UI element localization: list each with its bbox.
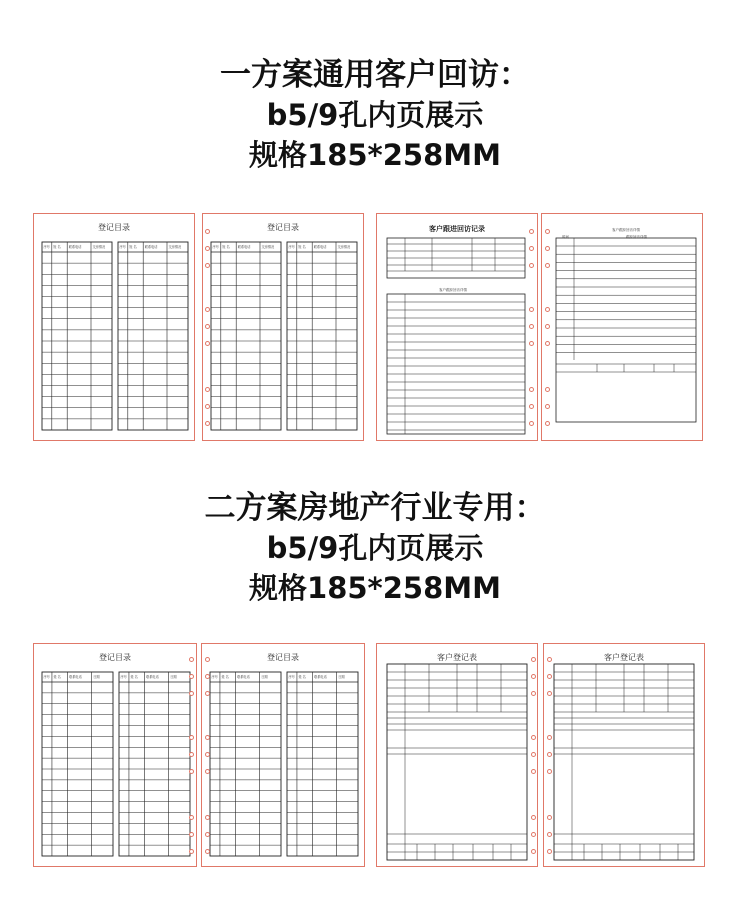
binding-hole-icon — [547, 849, 552, 854]
section1-line-2: b5/9孔内页展示 — [266, 98, 484, 132]
guest-register-page-1 — [376, 643, 538, 867]
binding-hole-icon — [531, 832, 536, 837]
column-header: 日期 — [170, 675, 177, 679]
column-header: 联系电话 — [146, 675, 159, 679]
column-header: 序号 — [120, 675, 127, 679]
form-box — [287, 672, 358, 856]
register-table-grid — [34, 214, 196, 442]
column-header: 序号 — [119, 245, 126, 249]
register-page-title: 登记目录 — [98, 223, 130, 232]
column-header: 姓 名 — [129, 245, 137, 249]
column-header: 交房情况 — [92, 245, 106, 249]
binding-hole-icon — [531, 735, 536, 740]
register-page-title: 登记目录 — [267, 653, 299, 662]
binding-hole-icon — [545, 229, 550, 234]
binding-hole-icon — [205, 815, 210, 820]
binding-hole-icon — [529, 324, 534, 329]
column-header: 联系电话 — [237, 245, 251, 249]
form-box — [42, 672, 113, 856]
guest-register-title: 客户登记表 — [604, 653, 644, 662]
binding-hole-icon — [205, 341, 210, 346]
followup-page-2 — [541, 213, 703, 441]
column-header: 姓 名 — [298, 675, 306, 679]
binding-hole-icon — [547, 752, 552, 757]
binding-hole-icon — [545, 307, 550, 312]
followup-form-lines — [542, 214, 704, 442]
binding-hole-icon — [547, 735, 552, 740]
binding-hole-icon — [189, 849, 194, 854]
guest-register-page-2 — [543, 643, 705, 867]
binding-hole-icon — [205, 769, 210, 774]
section2-line-3: 规格185*258MM — [249, 571, 501, 605]
section1-line-1: 一方案通用客户回访： — [220, 57, 530, 93]
column-header: 姓 名 — [221, 675, 229, 679]
column-header: 姓 名 — [298, 245, 306, 249]
followup-col-time: 时间 — [562, 235, 569, 239]
column-header: 序号 — [288, 245, 295, 249]
column-header: 姓 名 — [53, 245, 61, 249]
binding-hole-icon — [189, 769, 194, 774]
column-header: 序号 — [288, 675, 295, 679]
binding-hole-icon — [205, 246, 210, 251]
form-box — [287, 242, 357, 430]
register-page-2 — [202, 213, 364, 441]
column-header: 序号 — [211, 675, 218, 679]
binding-hole-icon — [545, 404, 550, 409]
form-box — [387, 294, 525, 434]
column-header: 日期 — [338, 675, 345, 679]
binding-hole-icon — [205, 674, 210, 679]
binding-hole-icon — [529, 341, 534, 346]
register-page-4 — [201, 643, 365, 867]
binding-hole-icon — [545, 341, 550, 346]
binding-hole-icon — [547, 815, 552, 820]
followup-form-lines — [377, 214, 539, 442]
binding-hole-icon — [547, 657, 552, 662]
form-box — [210, 672, 281, 856]
binding-hole-icon — [205, 735, 210, 740]
binding-hole-icon — [189, 657, 194, 662]
register-page-3 — [33, 643, 197, 867]
column-header: 联系电话 — [314, 675, 327, 679]
binding-hole-icon — [547, 769, 552, 774]
binding-hole-icon — [545, 263, 550, 268]
binding-hole-icon — [205, 307, 210, 312]
register-page-1 — [33, 213, 195, 441]
column-header: 序号 — [43, 245, 50, 249]
column-header: 序号 — [212, 245, 219, 249]
binding-hole-icon — [531, 769, 536, 774]
binding-hole-icon — [545, 324, 550, 329]
binding-hole-icon — [205, 657, 210, 662]
form-box — [42, 242, 112, 430]
column-header: 交房情况 — [261, 245, 275, 249]
followup-page-title: 客户跟进回访记录 — [429, 225, 485, 233]
column-header: 联系电话 — [144, 245, 158, 249]
binding-hole-icon — [531, 674, 536, 679]
register-page-title: 登记目录 — [267, 223, 299, 232]
binding-hole-icon — [189, 752, 194, 757]
binding-hole-icon — [531, 752, 536, 757]
binding-hole-icon — [531, 849, 536, 854]
column-header: 交房情况 — [168, 245, 182, 249]
column-header: 姓 名 — [53, 675, 61, 679]
binding-hole-icon — [545, 387, 550, 392]
binding-hole-icon — [529, 421, 534, 426]
binding-hole-icon — [205, 691, 210, 696]
register-page-title: 登记目录 — [99, 653, 131, 662]
form-box — [211, 242, 281, 430]
guest-register-form — [377, 644, 539, 868]
binding-hole-icon — [205, 849, 210, 854]
guest-register-form — [544, 644, 706, 868]
binding-hole-icon — [189, 691, 194, 696]
column-header: 姓 名 — [130, 675, 138, 679]
binding-hole-icon — [529, 307, 534, 312]
binding-hole-icon — [205, 404, 210, 409]
binding-hole-icon — [529, 263, 534, 268]
register-table-grid — [34, 644, 198, 868]
binding-hole-icon — [205, 229, 210, 234]
followup-subtitle: 客户跟踪回访详情 — [612, 228, 640, 232]
register-table-grid — [202, 644, 366, 868]
section2-line-1: 二方案房地产行业专用： — [204, 490, 546, 526]
binding-hole-icon — [529, 404, 534, 409]
binding-hole-icon — [529, 229, 534, 234]
followup-page-1 — [376, 213, 538, 441]
section2-heading — [0, 488, 750, 608]
binding-hole-icon — [529, 387, 534, 392]
form-box — [556, 238, 696, 422]
column-header: 交房情况 — [337, 245, 351, 249]
binding-hole-icon — [189, 815, 194, 820]
column-header: 日期 — [93, 675, 100, 679]
binding-hole-icon — [547, 674, 552, 679]
followup-subtitle: 客户跟踪回访详情 — [439, 288, 467, 292]
binding-hole-icon — [205, 832, 210, 837]
followup-col-detail: 跟踪回访详情 — [626, 235, 647, 239]
register-table-grid — [203, 214, 365, 442]
binding-hole-icon — [205, 387, 210, 392]
section1-line-3: 规格185*258MM — [249, 138, 501, 172]
binding-hole-icon — [547, 832, 552, 837]
section2-line-2: b5/9孔内页展示 — [266, 531, 484, 565]
binding-hole-icon — [189, 832, 194, 837]
section1-heading — [0, 55, 750, 175]
binding-hole-icon — [547, 691, 552, 696]
column-header: 联系电话 — [237, 675, 250, 679]
binding-hole-icon — [531, 657, 536, 662]
binding-hole-icon — [205, 324, 210, 329]
column-header: 姓 名 — [222, 245, 230, 249]
form-box — [119, 672, 190, 856]
column-header: 联系电话 — [313, 245, 327, 249]
guest-register-title: 客户登记表 — [437, 653, 477, 662]
binding-hole-icon — [205, 263, 210, 268]
form-box — [118, 242, 188, 430]
binding-hole-icon — [531, 691, 536, 696]
column-header: 日期 — [261, 675, 268, 679]
column-header: 联系电话 — [68, 245, 82, 249]
binding-hole-icon — [189, 674, 194, 679]
binding-hole-icon — [205, 421, 210, 426]
binding-hole-icon — [205, 752, 210, 757]
column-header: 序号 — [43, 675, 50, 679]
column-header: 联系电话 — [69, 675, 82, 679]
binding-hole-icon — [545, 421, 550, 426]
binding-hole-icon — [545, 246, 550, 251]
binding-hole-icon — [529, 246, 534, 251]
binding-hole-icon — [531, 815, 536, 820]
binding-hole-icon — [189, 735, 194, 740]
